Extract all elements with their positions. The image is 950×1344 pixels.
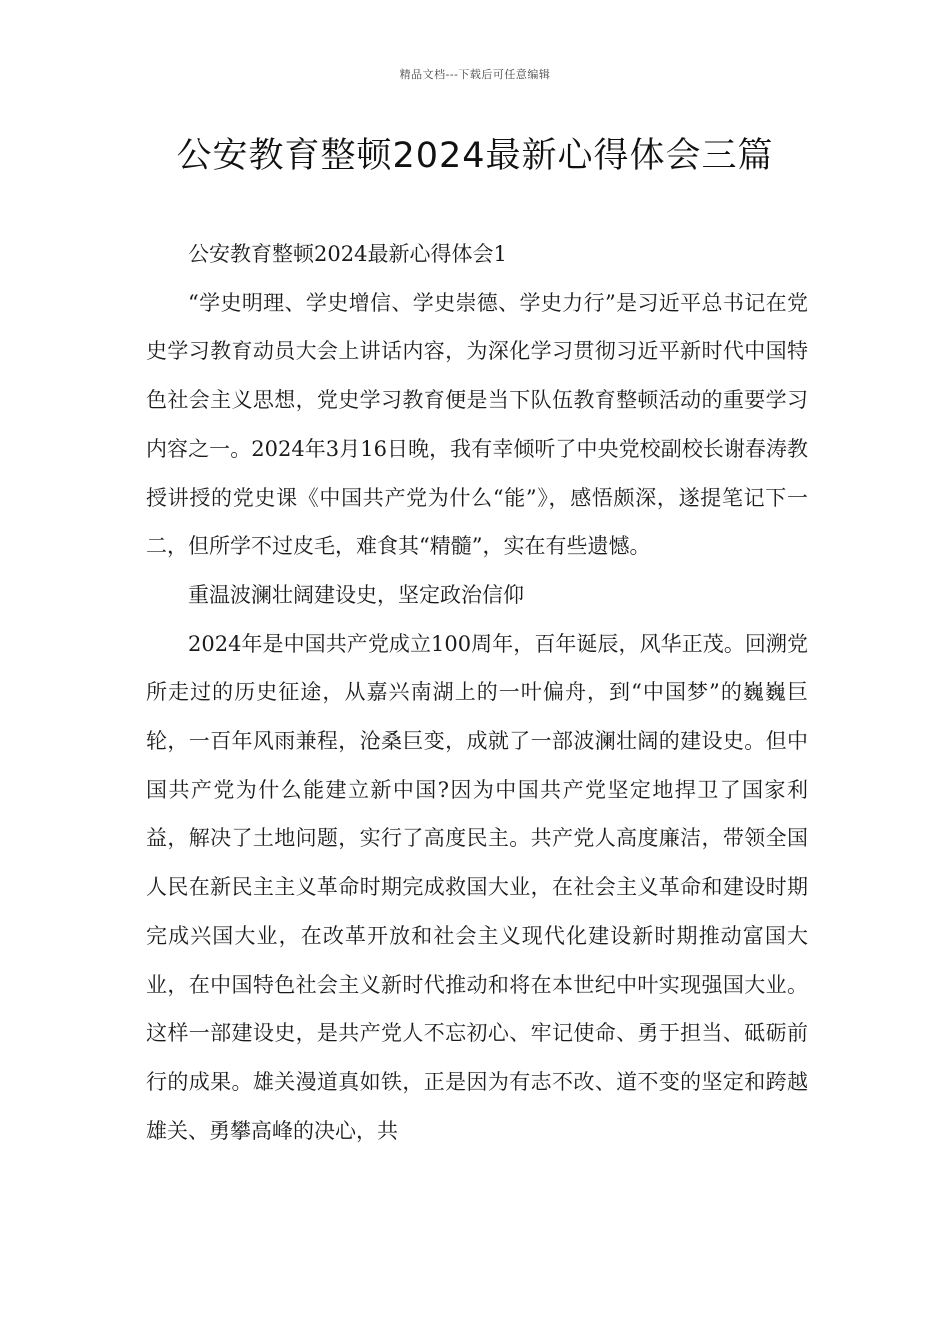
document-body xyxy=(146,230,808,1155)
body-paragraph: 2024年是中国共产党成立100周年，百年诞辰，风华正茂。回溯党所走过的历史征途，从嘉兴南湖上的一叶偏舟，到“中国梦”的巍巍巨轮，一百年风雨兼程，沧桑巨变，成就了一部波澜壮阔的建设史。但中国共产党为什么能建立新中国?因为中国共产党坚定地捍卫了国家利益，解决了土地问题，实行了高度民主。共产党人高度廉洁，带领全国人民在新民主主义革命时期完成救国大业，在社会主义革命和建设时期完成兴国大业，在改革开放和社会主义现代化建设新时期推动富国大业，在中国特色社会主义新时代推动和将在本世纪中叶实现强国大业。这样一部建设史，是共产党人不忘初心、牢记使命、勇于担当、砥砺前行的成果。雄关漫道真如铁，正是因为有志不改、道不变的坚定和跨越雄关、勇攀高峰的决心，共 xyxy=(146,631,808,1143)
section-heading: 公安教育整顿2024最新心得体会1 xyxy=(188,242,507,266)
document-title: 公安教育整顿2024最新心得体会三篇 xyxy=(176,136,774,176)
page-header: 精品文档---下载后可任意编辑 xyxy=(399,68,551,81)
body-paragraph: “学史明理、学史增信、学史崇德、学史力行”是习近平总书记在党史学习教育动员大会上讲话内容，为深化学习贯彻习近平新时代中国特色社会主义思想，党史学习教育便是当下队伍教育整顿活动的重要学习内容之一。2024年3月16日晚，我有幸倾听了中央党校副校长谢春涛教授讲授的党史课《中国共产党为什么“能”》，感悟颇深，遂提笔记下一二，但所学不过皮毛，难食其“精髓”，实在有些遗憾。 xyxy=(146,290,808,559)
section-subheading: 重温波澜壮阔建设史，坚定政治信仰 xyxy=(188,582,524,607)
